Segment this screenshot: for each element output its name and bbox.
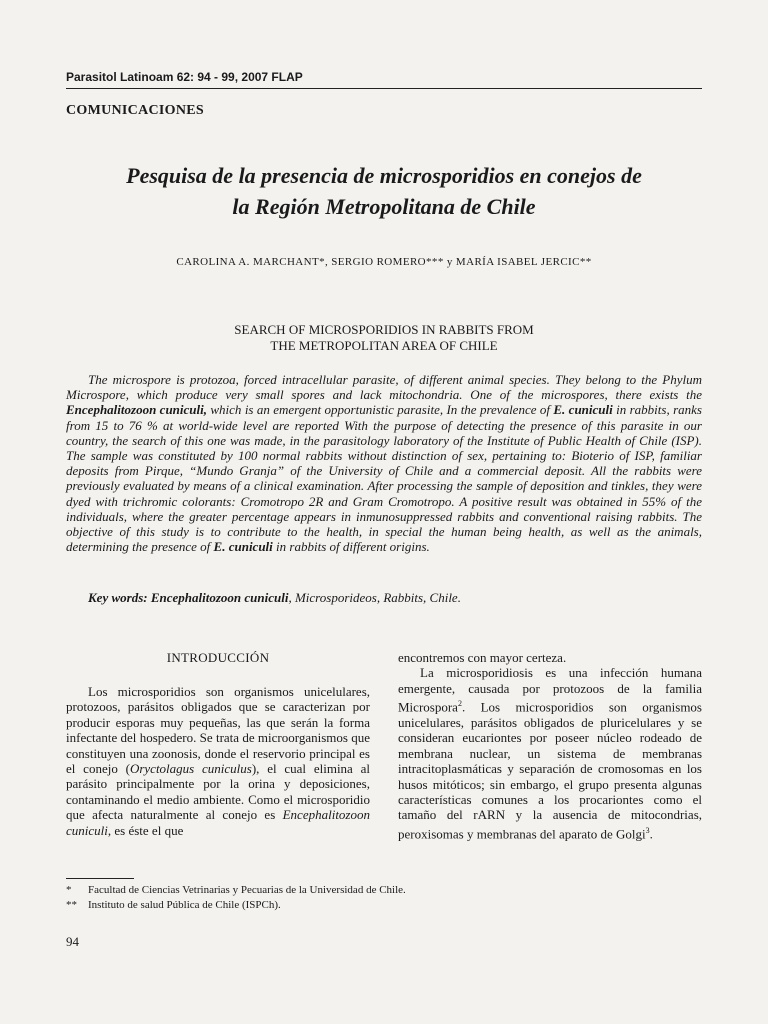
title-line-2: la Región Metropolitana de Chile [232,194,536,219]
english-title-line-1: SEARCH OF MICROSPORIDIOS IN RABBITS FROM [234,322,534,337]
right-column [398,650,702,842]
footnote-1 [66,884,406,896]
intro-text-4: La microsporidiosis es una infección humana emergente, causada por protozoos de la familia Microspora [398,665,702,715]
abstract-text-1: The microspore is protozoa, forced intracellular parasite, of different animal species. They belong to the Phylum Microspore, which produce very small spores and lack mitochondria. One of the microspores, there exists the [66,372,702,403]
journal-citation: Parasitol Latinoam 62: 94 - 99, 2007 FLAP [66,70,303,84]
title-line-1: Pesquisa de la presencia de microsporidios en conejos de [126,163,642,188]
left-column [66,650,370,838]
abstract-species-3: E. cuniculi [213,539,273,555]
footnote-1-mark: * [66,884,72,896]
intro-paragraph-1 [66,684,370,838]
abstract [66,372,702,554]
footnote-2 [66,899,281,911]
citation-2: 2 [457,699,462,709]
abstract-text-3: in rabbits, ranks from 15 to 76 % at world-wide level are reported With the purpose of detecting the presence of this parasite in our country, the search of this one was made, in the parasitology laboratory of the Institute of Public Health of Chile (ISP). The sample was constituted by 100 normal rabbits without distinction of sex, pertaining to: Bioterio of ISP, familiar deposits from Pirque, “Mundo Granja” of the University of Chile and a commercial deposit. All the rabbits were previously evaluated by means of a clinical examination. After processing the sample of deposition and tinkles, they were dyed with trichromic colorants: Cromotropo 2R and Gram Cromotropo. A positive result was obtained in 55% of the individuals, where the greater percentage appears in inmunosuppressed rabbits and conventional raising rabbits. The objective of this study is to contribute to the health, in special the human being health, as well as the animals, determining the presence of [66,402,702,555]
header-rule [66,88,702,89]
keywords-term: Encephalitozoon cuniculi [150,590,289,605]
authors: CAROLINA A. MARCHANT*, SERGIO ROMERO*** y MARÍA ISABEL JERCIC** [176,256,592,268]
article-title [66,160,702,222]
english-title [66,322,702,354]
intro-text-6: . [649,826,653,842]
english-title-line-2: THE METROPOLITAN AREA OF CHILE [270,338,498,353]
abstract-species-1: Encephalitozoon cuniculi, [66,402,207,418]
abstract-text-2: which is an emergent opportunistic parasite, In the prevalence of [207,402,554,418]
keywords-label: Key words [88,590,144,605]
footnote-1-text: Facultad de Ciencias Vetrinarias y Pecuarias de la Universidad de Chile. [88,884,406,896]
intro-text-1: Los microsporidios son organismos unicelulares, protozoos, parásitos obligados que se caracterizan por producir esporas muy pequeñas, las que serán la forma infectante del hospedero. Se trata de microorganismos que constituyen una zoonosis, donde el reservorio principal es el conejo ( [66,684,370,777]
intro-continuation: encontremos con mayor certeza. [398,650,567,665]
section-label: COMUNICACIONES [66,103,204,118]
footnote-rule [66,878,134,879]
footnote-2-mark: ** [66,899,77,911]
intro-text-5: . Los microsporidios son organismos unicelulares, parásitos obligados de pluricelulares y se consideran eucariontes por poseer núcleo rodeado de membrana nuclear, un sistema de membranas intracitoplasmáticas y separación de cromosomas en los husos mitóticos; sin embargo, el grupo presenta algunas características comunes a los procariontes como el tamaño del rARN y la ausencia de mitocondrias, peroxisomas y membranas del aparato de Golgi [398,699,702,842]
page-number: 94 [66,934,79,949]
intro-text-2: ), el cual elimina al parásito principalmente por la orina y deposiciones, contaminando el medio ambiente. Como el microsporidio que afecta naturalmente al conejo es [66,761,370,823]
keywords [88,590,461,606]
intro-paragraph-2 [398,665,702,841]
abstract-text-4: in rabbits of different origins. [272,539,430,555]
intro-species-1: Oryctolagus cuniculus [129,761,252,777]
keywords-rest: , Microsporideos, Rabbits, Chile. [288,590,461,605]
keywords-colon: : [143,590,151,605]
citation-3: 3 [645,825,650,835]
footnote-2-text: Instituto de salud Pública de Chile (ISPCh). [88,899,281,911]
abstract-species-2: E. cuniculi [553,402,613,418]
intro-species-2: Encephalitozoon cuniculi [66,807,370,838]
intro-text-3: , es éste el que [107,822,184,838]
intro-heading: INTRODUCCIÓN [166,650,270,665]
